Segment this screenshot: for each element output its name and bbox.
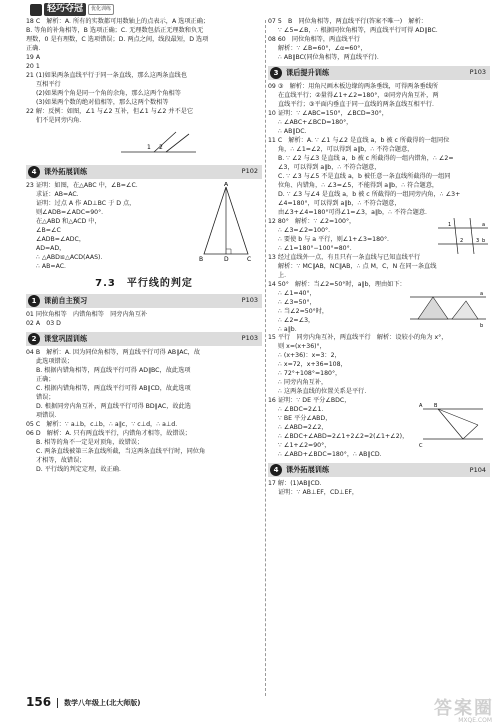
answer-line: 04 B 解析：A. 因为同位角相等，两直线平行可得 AB∥AC，故 [26, 349, 201, 357]
answer-line: 在△ABD 和△ACD 中， [36, 217, 101, 225]
answer-line: 位角、内错角，∴ ∠3=∠5，不能得到 a∥b，∴ 符合题意， [278, 181, 439, 189]
answer-line: 21 (1)如果两条直线平行于同一条直线，那么这两条直线也 [26, 71, 187, 79]
answer-line: ∴ ∠ABD=2∠2， [278, 424, 328, 432]
answer-line: ∴ ∠ABD+∠BDC=180°，∴ AB∥CD． [278, 451, 386, 459]
ruler-triangle-figure [408, 289, 488, 329]
answer-line: C. ∵ ∠3 与∠5 不是直线 a，b 被任意一条直线所截得的一组同 [278, 172, 451, 180]
vertex-label: A [224, 181, 229, 188]
banner-page: P103 [469, 68, 486, 77]
section-banner [268, 66, 490, 80]
answer-line: 才相等，故错误； [36, 456, 86, 464]
answer-line: 此选项错误； [36, 358, 74, 366]
banner-page: P103 [241, 296, 258, 305]
banner-number: 1 [28, 295, 40, 307]
answer-line: 12 80° 解析：∵ ∠2=100°， [268, 217, 356, 225]
answer-line: 19 A [26, 53, 41, 61]
answer-line: B. ∵ ∠2 与∠3 是直线 a，b 被 c 所截得的一组内错角，∴ ∠2= [278, 154, 454, 162]
banner-title: 课堂巩固训练 [44, 333, 88, 343]
line-label: a [480, 290, 484, 297]
angle-label: 3 [476, 237, 480, 244]
angle-label: 1 [448, 221, 452, 228]
answer-line: 证明：∵ AB⊥EF，CD⊥EF， [278, 489, 359, 497]
answer-line: ∴ ∠1=180°−100°=80°． [278, 244, 356, 252]
vertex-label: C [247, 255, 252, 262]
answer-line: ∴ ∠BDC=2∠1． [278, 406, 328, 414]
answer-line: ∴ (x+36)：x=3：2， [278, 352, 341, 360]
banner-page: P102 [241, 167, 258, 176]
answer-line: 07 5 B 同位角相等，两直线平行(答案不唯一) 解析： [268, 18, 427, 25]
answer-line: ∵ ∠1+∠2=90°， [278, 442, 331, 450]
answer-line: 直线平行；③平面内垂直于同一直线的两条直线互相平行． [278, 100, 439, 108]
answer-line: 解析：∵ MC∥AB，NC∥AB，∴ 点 M，C，N 在同一条直线 [278, 262, 437, 270]
answer-line: 23 证明：如图，在△ABC 中，∠B=∠C． [26, 181, 142, 189]
answer-line: ∴ ∠2=∠3， [278, 316, 315, 324]
watermark: 答案圈 [434, 697, 494, 719]
answer-line: ∴ ∠BDC+∠ABD=2∠1+2∠2=2(∠1+∠2)， [278, 433, 409, 441]
answer-line: ∴ ∠ABC+∠BCD=180°， [278, 118, 353, 126]
answer-line: 互相平行 [36, 80, 61, 88]
answer-line: 20 1 [26, 62, 40, 70]
line-label: b [482, 237, 486, 244]
section-title: 7.3 平行线的判定 [95, 277, 193, 289]
answer-line: ∴ 这两条直线的位置关系是平行． [278, 388, 371, 396]
line-label: b [480, 322, 484, 329]
answer-line: 06 D 解析：A. 只有两直线平行，内错角才相等，故错误； [26, 429, 191, 437]
answer-line: 在直线平行；②量得∠1+∠2=180°，②同旁内角互补，两 [278, 91, 439, 99]
page-footer [26, 694, 326, 712]
angle-label: 1 [147, 143, 151, 151]
point-label: A [419, 403, 423, 410]
answer-line: 们不是同旁内角． [36, 116, 86, 124]
answer-line: 上． [278, 271, 291, 279]
section-banner [26, 332, 262, 346]
answer-line: ∴ x=72，x+36=108， [278, 361, 347, 369]
header-bar [8, 3, 492, 17]
left-column [26, 18, 262, 475]
answer-line: 则∠ADB=∠ADC=90°． [36, 208, 108, 216]
answer-line: D. 根据同旁内角互补，两直线平行可得 BD∥AC，故此选 [36, 403, 191, 411]
answer-line: ∴ AB∥BC(同位角相等，两直线平行)． [278, 53, 384, 61]
banner-page: P103 [241, 334, 258, 343]
logo-icon [30, 4, 42, 16]
line-label: a [482, 221, 486, 228]
section-banner [268, 463, 490, 477]
answer-line: 由∠3+∠4=180°可得∠1=∠3，a∥b，∴ 不符合题意． [278, 208, 432, 216]
answer-line: 正确． [26, 44, 45, 52]
answer-line: AD=AD， [36, 244, 66, 252]
right-column [268, 18, 490, 498]
answer-line: 则 x=(x+36)°， [278, 343, 326, 351]
answer-line: (2)如果两个角是同一个角的余角，那么这两个角相等 [36, 89, 181, 97]
parallel-lines-figure [436, 216, 490, 256]
bisector-figure [418, 399, 488, 449]
footer-separator [57, 698, 58, 708]
answer-line: 项错误． [36, 412, 61, 419]
answer-line: ∴ a∥b． [278, 325, 301, 333]
banner-title: 课后提升训练 [286, 67, 330, 77]
point-label: C [419, 443, 423, 450]
answer-line: ∠4=180°，可以得到 a∥b，∴ 不符合题意， [278, 199, 401, 207]
answer-line: B. 相等的角不一定是对顶角，故错误； [36, 438, 144, 446]
banner-number: 3 [270, 67, 282, 79]
banner-number: 4 [270, 464, 282, 476]
answer-line: B. 根据内错角相等，两直线平行可得 AD∥BC，故此选项 [36, 367, 191, 375]
logo-subtitle: 优化训练 [88, 4, 114, 15]
answer-line: 理数，0 是有理数，C 选项错误；D. 两点之间，线段最短，D 选项 [26, 35, 209, 43]
angle-label: 2 [460, 237, 464, 244]
answer-line: 14 50° 解析：当∠2=50°时，a∥b，理由如下： [268, 280, 406, 288]
answer-line: ∴ ∠1=40°， [278, 289, 316, 297]
book-title: 数学八年级上(北大师版) [64, 698, 141, 707]
page-number: 156 [26, 695, 52, 710]
watermark-url: MXQE.COM [458, 717, 492, 725]
triangle-figure [196, 182, 256, 262]
answer-line: 求证：AB=AC． [36, 190, 83, 198]
banner-page: P104 [469, 465, 486, 474]
answer-line: ∴ △ABD≌△ACD(AAS)． [36, 253, 107, 261]
answer-line: C. 根据内错角相等，两直线平行可得 AB∥CD，故此选项 [36, 385, 191, 393]
logo [30, 3, 114, 16]
answer-line: ∠3，可以得到 a∥b，∴ 不符合题意， [278, 163, 381, 171]
banner-title: 课外拓展训练 [44, 166, 88, 176]
answer-line: 22 解：反例：如图，∠1 与∠2 互补，但∠1 与∠2 并不是它 [26, 107, 194, 115]
answer-line: 正确； [36, 376, 55, 384]
answer-line: 角，∴ ∠1=∠2，可以得到 a∥b，∴ 不符合题意， [278, 145, 414, 153]
answer-line: 02 A 03 D [26, 320, 61, 328]
answer-line: 08 60 同位角相等，两直线平行 [268, 35, 360, 43]
answer-line: B. 等角的补角相等，B 选项正确；C. 无理数包括正无理数和负无 [26, 26, 204, 34]
answer-line: ∴ 要使 b 与 a 平行，则∠1+∠3=180°． [278, 235, 394, 243]
answer-line: D. 平行线的判定定理，故正确． [36, 465, 126, 473]
answer-line: 错误； [36, 394, 55, 402]
answer-line: (3)如果两个数的绝对值相等，那么这两个数相等 [36, 98, 169, 106]
answer-line: ∴ 同旁内角互补， [278, 379, 328, 387]
banner-title: 课前自主预习 [44, 295, 88, 305]
angle-figure [26, 128, 262, 162]
answer-line: ∠ADB=∠ADC， [36, 235, 86, 243]
answer-line: 05 C 解析：∵ a⊥b，c⊥b，∴ a∥c，∵ c⊥d，∴ a⊥d． [26, 420, 182, 428]
vertex-label: B [199, 255, 204, 262]
answer-line: 01 同位角相等 内错角相等 同旁内角互补 [26, 311, 148, 319]
answer-line: 16 证明：∵ DE 平分∠BDC， [268, 397, 351, 405]
answer-line: 09 ③ 解析：用角尺画木板边缘的两条垂线，可得两条垂线所 [268, 82, 439, 90]
answer-line: ∵ ∠5=∠B，∴ 根据同位角相等，两直线平行可得 AD∥BC． [278, 26, 442, 34]
answer-line: ∴ AB∥DC． [278, 127, 311, 135]
banner-number: 2 [28, 333, 40, 345]
answer-line: 17 解：(1)AB∥CD． [268, 480, 326, 488]
answer-line: 解析：∵ ∠B=60°，∠α=60°， [278, 44, 367, 52]
banner-number: 4 [28, 166, 40, 178]
answer-line: D. ∵ ∠3 与∠4 是直线 a，b 被 c 所截得的一组同旁内角，∴ ∠3+ [278, 190, 461, 198]
answer-line: ∴ 当∠2=50°时， [278, 307, 329, 315]
answer-line: 证明：过点 A 作 AD⊥BC 于 D 点， [36, 199, 136, 207]
point-label: B [434, 403, 438, 410]
logo-text: 轻巧夺冠 [44, 3, 86, 16]
vertex-label: D [224, 255, 229, 262]
banner-title: 课外拓展训练 [286, 465, 330, 475]
answer-line: ∴ ∠3=∠2=100°． [278, 226, 335, 234]
answer-line: ∴ AB=AC． [36, 262, 71, 270]
answer-line: ∴ 72°+108°=180°， [278, 370, 342, 378]
column-divider [265, 20, 266, 696]
answer-line: 15 平行 同旁内角互补，两直线平行 解析：设较小的角为 x°， [268, 334, 448, 342]
answer-line: 13 经过直线外一点，有且只有一条直线与已知直线平行 [268, 253, 421, 261]
answer-line: ∠B=∠C [36, 226, 61, 234]
angle-label: 2 [159, 143, 163, 151]
section-banner [26, 165, 262, 179]
answer-line: C. 两条直线被第三条直线所截，当这两条直线平行时，同位角 [36, 447, 206, 455]
answer-line: ∵ BE 平分∠ABD， [278, 415, 332, 423]
answer-line: 11 C 解析：A. ∵ ∠1 与∠2 是直线 a，b 被 c 所截得的一组同位 [268, 136, 450, 144]
answer-line: 10 证明：∵ ∠ABC=150°，∠BCD=30°， [268, 109, 388, 117]
section-banner [26, 294, 262, 308]
answer-line: ∴ ∠3=50°， [278, 298, 316, 306]
answer-line: 18 C 解析：A. 所有的实数都可用数轴上的点表示，A 选项正确； [26, 18, 210, 25]
